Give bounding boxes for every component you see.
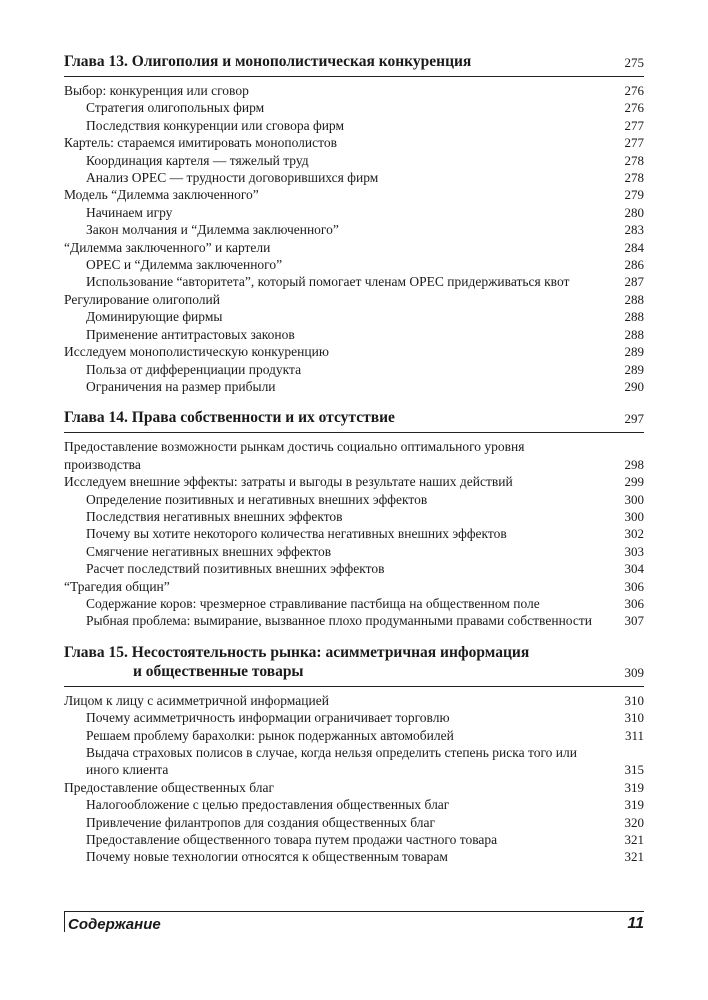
- entry-title: Смягчение негативных внешних эффектов: [86, 543, 332, 559]
- entry-title: Определение позитивных и негативных внешних эффектов: [86, 491, 428, 507]
- entry-title: Содержание коров: чрезмерное стравливание пастбища на общественном поле: [86, 595, 540, 611]
- entry-page-number: 288: [624, 309, 644, 325]
- entry-page-number: 320: [624, 814, 644, 830]
- entry-title: Почему новые технологии относятся к общественным товарам: [86, 849, 448, 865]
- entry-page-number: 306: [624, 595, 644, 611]
- entry-title: “Дилемма заключенного” и картели: [64, 239, 271, 255]
- entry-title: Исследуем внешние эффекты: затраты и выгоды в результате наших действий: [64, 474, 513, 490]
- toc-subentry: [64, 221, 644, 238]
- entry-title: Координация картеля — тяжелый труд: [86, 152, 309, 168]
- entry-page-number: 277: [624, 117, 644, 133]
- entry-title: Картель: стараемся имитировать монополистов: [64, 135, 337, 151]
- toc-subentry: [64, 169, 644, 186]
- entry-title: Выдача страховых полисов в случае, когда нельзя определить степень риска того или иного клиента: [86, 745, 577, 778]
- entry-page-number: 319: [624, 797, 644, 813]
- chapter-title-line: и общественные товары: [133, 662, 304, 680]
- entry-page-number: 321: [624, 849, 644, 865]
- toc-subentry: [64, 508, 644, 525]
- toc-subentry: [64, 152, 644, 169]
- toc-subentry: [64, 727, 644, 744]
- toc-subentry: [64, 308, 644, 325]
- toc-subentry: [64, 560, 644, 577]
- entry-page-number: 289: [624, 344, 644, 360]
- toc-subentry: [64, 273, 644, 290]
- entry-page-number: 306: [624, 578, 644, 594]
- entry-title: Закон молчания и “Дилемма заключенного”: [86, 222, 339, 238]
- entry-title: Последствия конкуренции или сговора фирм: [86, 117, 345, 133]
- entry-page-number: 290: [624, 378, 644, 394]
- entry-title: Регулирование олигополий: [64, 291, 220, 307]
- toc-entry: [64, 343, 644, 360]
- chapter-title-line: Глава 15. Несостоятельность рынка: асимметричная информация: [64, 643, 530, 661]
- entry-page-number: 315: [624, 762, 644, 778]
- entry-page-number: 300: [624, 508, 644, 524]
- entry-title: Предоставление общественного товара путем продажи частного товара: [86, 832, 498, 848]
- chapter-heading: [64, 643, 644, 687]
- toc-subentry: [64, 814, 644, 831]
- entry-page-number: 278: [624, 170, 644, 186]
- toc-subentry: [64, 117, 644, 134]
- toc-entry: [64, 578, 644, 595]
- entry-title: Налогообложение с целью предоставления общественных благ: [86, 797, 450, 813]
- chapter-heading: [64, 52, 644, 77]
- chapter-section: [64, 408, 644, 629]
- toc-subentry: [64, 848, 644, 865]
- entry-page-number: 303: [624, 543, 644, 559]
- toc-subentry: [64, 326, 644, 343]
- toc-entry: [64, 438, 644, 473]
- entry-title: Стратегия олигопольных фирм: [86, 100, 265, 116]
- entry-page-number: 319: [624, 779, 644, 795]
- toc-entry: [64, 134, 644, 151]
- entry-page-number: 283: [624, 222, 644, 238]
- entry-title: Последствия негативных внешних эффектов: [86, 508, 343, 524]
- chapter-title: [64, 52, 604, 71]
- entry-page-number: 277: [624, 135, 644, 151]
- chapter-page-number: 309: [624, 664, 644, 680]
- entry-title: Ограничения на размер прибыли: [86, 378, 276, 394]
- toc-subentry: [64, 612, 644, 629]
- toc-entry: [64, 186, 644, 203]
- toc-subentry: [64, 543, 644, 560]
- toc-subentry: [64, 256, 644, 273]
- toc-subentry: [64, 796, 644, 813]
- entry-page-number: 280: [624, 204, 644, 220]
- entry-page-number: 284: [624, 239, 644, 255]
- page-footer: [64, 911, 644, 938]
- chapter-section: [64, 643, 644, 866]
- toc-entry: [64, 82, 644, 99]
- toc-entry: [64, 779, 644, 796]
- entry-title: Предоставление общественных благ: [64, 779, 275, 795]
- entry-page-number: 287: [624, 274, 644, 290]
- entry-title: Почему вы хотите некоторого количества негативных внешних эффектов: [86, 526, 507, 542]
- toc-entry: [64, 291, 644, 308]
- chapter-page-number: 275: [624, 55, 644, 70]
- chapter-heading: [64, 408, 644, 433]
- entry-page-number: 311: [624, 727, 644, 743]
- entry-page-number: 304: [624, 561, 644, 577]
- entry-page-number: 299: [624, 474, 644, 490]
- toc-subentry: [64, 491, 644, 508]
- entry-title: ОРЕС и “Дилемма заключенного”: [86, 257, 283, 273]
- entry-title: Модель “Дилемма заключенного”: [64, 187, 259, 203]
- entry-page-number: 307: [624, 613, 644, 629]
- entry-page-number: 276: [624, 100, 644, 116]
- chapter-title-line: Глава 13. Олигополия и монополистическая конкуренция: [64, 53, 472, 70]
- chapter-title: [64, 643, 604, 681]
- toc-subentry: [64, 204, 644, 221]
- entry-title: Почему асимметричность информации ограничивает торговлю: [86, 710, 450, 726]
- footer-divider: [64, 912, 65, 932]
- entry-page-number: 279: [624, 187, 644, 203]
- running-title: Содержание: [68, 916, 161, 933]
- entry-page-number: 289: [624, 361, 644, 377]
- entry-title: Привлечение филантропов для создания общественных благ: [86, 814, 436, 830]
- entry-page-number: 298: [624, 456, 644, 472]
- entry-title: Польза от дифференциации продукта: [86, 361, 302, 377]
- entry-title: Предоставление возможности рынкам достичь социально оптимального уровня производства: [64, 439, 525, 472]
- entry-page-number: 288: [624, 326, 644, 342]
- entry-title: Лицом к лицу с асимметричной информацией: [64, 692, 329, 708]
- toc-subentry: [64, 525, 644, 542]
- table-of-contents: [64, 52, 644, 866]
- entry-title: Начинаем игру: [86, 204, 173, 220]
- toc-entry: [64, 239, 644, 256]
- entry-title: Анализ ОРЕС — трудности договорившихся фирм: [86, 170, 379, 186]
- entry-page-number: 278: [624, 152, 644, 168]
- page-number: 11: [627, 915, 644, 932]
- entry-page-number: 288: [624, 291, 644, 307]
- entry-page-number: 302: [624, 526, 644, 542]
- toc-subentry: [64, 595, 644, 612]
- entry-page-number: 300: [624, 491, 644, 507]
- chapter-title-line: Глава 14. Права собственности и их отсутствие: [64, 409, 395, 427]
- entry-title: “Трагедия общин”: [64, 578, 170, 594]
- toc-subentry: [64, 361, 644, 378]
- toc-subentry: [64, 744, 644, 779]
- toc-entry: [64, 473, 644, 490]
- entry-title: Исследуем монополистическую конкуренцию: [64, 344, 329, 360]
- entry-title: Расчет последствий позитивных внешних эффектов: [86, 561, 385, 577]
- chapter-title: [64, 408, 604, 427]
- toc-subentry: [64, 99, 644, 116]
- entry-page-number: 321: [624, 832, 644, 848]
- toc-subentry: [64, 709, 644, 726]
- entry-title: Использование “авторитета”, который помогает членам ОРЕС придерживаться квот: [86, 274, 570, 290]
- entry-page-number: 276: [624, 83, 644, 98]
- chapter-page-number: 297: [624, 411, 644, 427]
- entry-page-number: 286: [624, 257, 644, 273]
- entry-title: Применение антитрастовых законов: [86, 326, 295, 342]
- entry-page-number: 310: [624, 692, 644, 708]
- entry-title: Решаем проблему барахолки: рынок подержанных автомобилей: [86, 727, 454, 743]
- entry-title: Доминирующие фирмы: [86, 309, 223, 325]
- entry-title: Выбор: конкуренция или сговор: [64, 83, 249, 98]
- entry-page-number: 310: [624, 710, 644, 726]
- toc-entry: [64, 692, 644, 709]
- chapter-section: [64, 52, 644, 395]
- toc-subentry: [64, 378, 644, 395]
- entry-title: Рыбная проблема: вымирание, вызванное плохо продуманными правами собственности: [86, 613, 592, 629]
- toc-subentry: [64, 831, 644, 848]
